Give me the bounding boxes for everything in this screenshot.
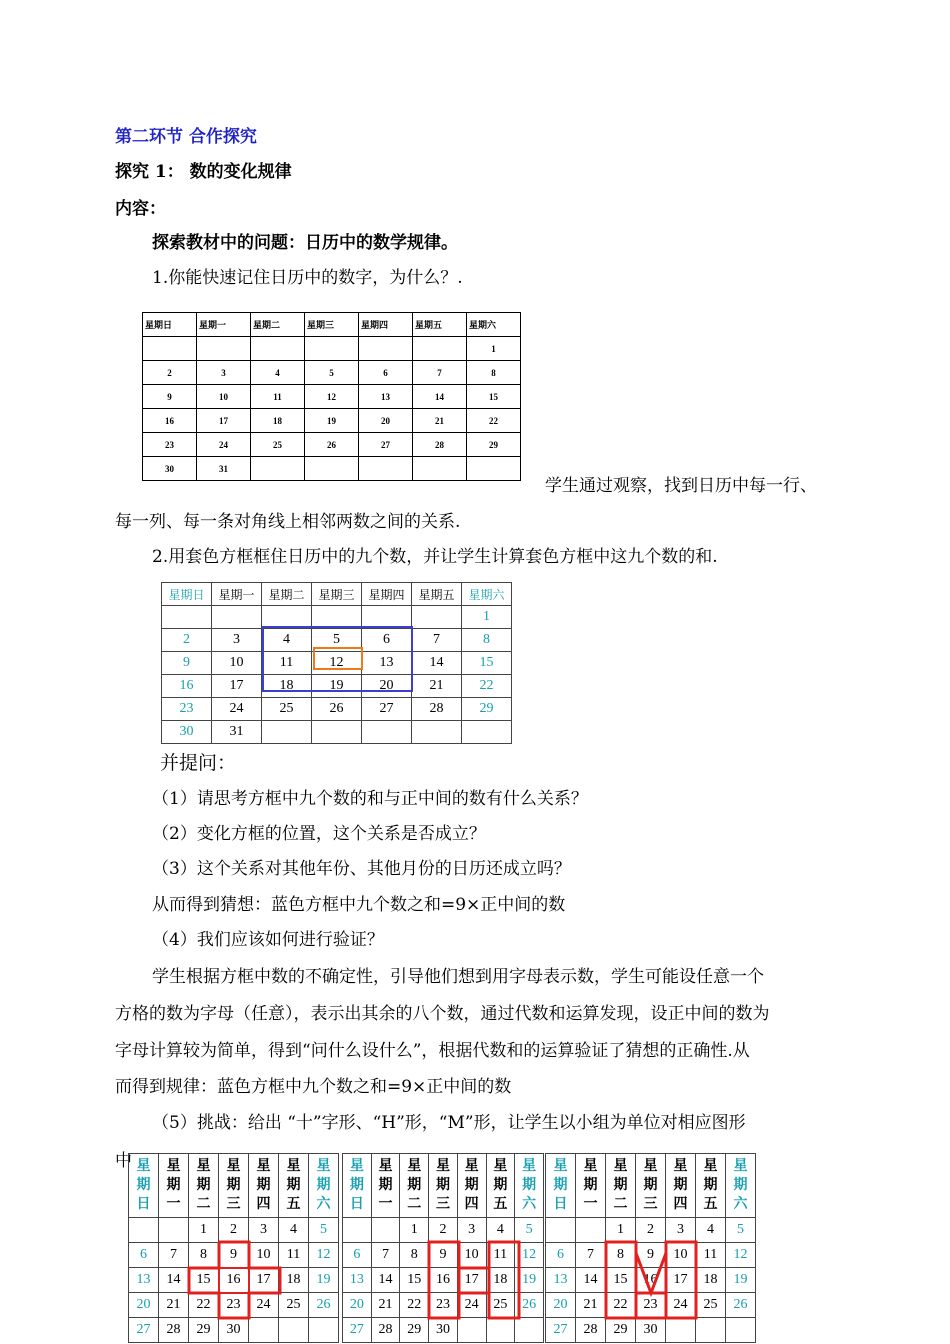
calendar-day-cell: 9 (219, 1243, 249, 1268)
calendar-day-cell: 7 (159, 1243, 189, 1268)
calendar-week-row (162, 721, 512, 744)
calendar-day-cell: 1 (606, 1218, 636, 1243)
calendar-day-cell: 7 (576, 1243, 606, 1268)
weekday-header: 星期五 (412, 583, 462, 606)
calendar-day-cell: 10 (457, 1243, 486, 1268)
m-shape-calendar (545, 1153, 758, 1344)
calendar-week-row (143, 337, 521, 361)
calendar-day-cell: 18 (262, 675, 312, 698)
calendar-day-cell: 5 (515, 1218, 544, 1243)
calendar-day-cell: 3 (197, 361, 251, 385)
calendar-day-cell: 20 (362, 675, 412, 698)
calendar-day-cell: 9 (143, 385, 197, 409)
calendar-day-cell: 8 (467, 361, 521, 385)
calendar-day-cell: 22 (400, 1293, 429, 1318)
calendar-day-cell: 18 (251, 409, 305, 433)
challenge-line-cut: 中 (115, 1151, 132, 1171)
calendar-day-cell: 28 (413, 433, 467, 457)
calendar-day-cell: 20 (343, 1293, 372, 1318)
calendar-day-cell (197, 337, 251, 361)
calendar-day-cell: 8 (462, 629, 512, 652)
calendar-day-cell (412, 721, 462, 744)
content-label: 内容： (115, 199, 166, 219)
calendar-day-cell: 15 (467, 385, 521, 409)
calendar-day-cell: 23 (162, 698, 212, 721)
weekday-header: 星 期 日 (546, 1154, 576, 1218)
calendar-day-cell (309, 1318, 339, 1343)
calendar-day-cell: 23 (143, 433, 197, 457)
weekday-header: 星 期 四 (249, 1154, 279, 1218)
calendar-day-cell: 8 (189, 1243, 219, 1268)
calendar-day-cell: 11 (251, 385, 305, 409)
weekday-header: 星 期 四 (666, 1154, 696, 1218)
calendar-day-cell: 16 (219, 1268, 249, 1293)
calendar-day-cell: 17 (666, 1268, 696, 1293)
calendar-header-row (143, 313, 521, 337)
calendar-day-cell: 26 (312, 698, 362, 721)
calendar-day-cell: 29 (467, 433, 521, 457)
calendar-week-row (546, 1268, 756, 1293)
calendar-day-cell (696, 1318, 726, 1343)
calendar-week-row (129, 1268, 339, 1293)
calendar-week-row (343, 1218, 544, 1243)
question-2: 2.用套色方框框住日历中的九个数，并让学生计算套色方框中这九个数的和. (152, 547, 718, 567)
calendar-day-cell: 25 (251, 433, 305, 457)
calendar-day-cell: 3 (249, 1218, 279, 1243)
calendar-day-cell (305, 337, 359, 361)
calendar-week-row (129, 1293, 339, 1318)
calendar-week-row (343, 1243, 544, 1268)
explore-title: 探究 1： 数的变化规律 (115, 162, 292, 182)
calendar-day-cell: 25 (696, 1293, 726, 1318)
calendar-day-cell (576, 1218, 606, 1243)
calendar-day-cell (412, 606, 462, 629)
weekday-header: 星期四 (359, 313, 413, 337)
calendar-day-cell: 30 (162, 721, 212, 744)
calendar-day-cell: 11 (486, 1243, 515, 1268)
calendar-day-cell: 30 (636, 1318, 666, 1343)
calendar-day-cell: 28 (576, 1318, 606, 1343)
calendar-day-cell (413, 457, 467, 481)
calendar-day-cell: 4 (279, 1218, 309, 1243)
calendar-day-cell: 10 (666, 1243, 696, 1268)
calendar-day-cell (457, 1318, 486, 1343)
weekday-header: 星 期 四 (457, 1154, 486, 1218)
calendar-day-cell: 15 (189, 1268, 219, 1293)
calendar-day-cell: 14 (159, 1268, 189, 1293)
calendar-day-cell: 10 (212, 652, 262, 675)
weekday-header: 星期日 (143, 313, 197, 337)
calendar-day-cell: 24 (666, 1293, 696, 1318)
calendar-day-cell (413, 337, 467, 361)
weekday-header: 星 期 五 (279, 1154, 309, 1218)
calendar-day-cell: 28 (159, 1318, 189, 1343)
calendar-day-cell: 14 (371, 1268, 400, 1293)
calendar-week-row (343, 1268, 544, 1293)
calendar-day-cell: 21 (413, 409, 467, 433)
challenge-line: （5）挑战：给出 “十”字形、“H”形，“M”形，让学生以小组为单位对相应图形 (152, 1113, 746, 1133)
calendar-day-cell: 22 (606, 1293, 636, 1318)
observation-line-2: 每一列、每一条对角线上相邻两数之间的关系. (115, 512, 461, 532)
weekday-header: 星 期 日 (343, 1154, 372, 1218)
calendar-day-cell: 6 (546, 1243, 576, 1268)
calendar-day-cell (312, 606, 362, 629)
calendar-day-cell: 17 (212, 675, 262, 698)
weekday-header: 星 期 日 (129, 1154, 159, 1218)
calendar-day-cell: 20 (129, 1293, 159, 1318)
calendar-day-cell: 20 (359, 409, 413, 433)
calendar-day-cell: 9 (429, 1243, 458, 1268)
calendar-week-row (129, 1318, 339, 1343)
weekday-header: 星期五 (413, 313, 467, 337)
question-1: 1.你能快速记住日历中的数字，为什么？. (152, 268, 463, 288)
calendar-day-cell: 21 (371, 1293, 400, 1318)
calendar-day-cell: 25 (486, 1293, 515, 1318)
calendar-day-cell: 23 (219, 1293, 249, 1318)
calendar-day-cell: 22 (189, 1293, 219, 1318)
calendar-day-cell: 16 (429, 1268, 458, 1293)
calendar-week-row (546, 1318, 756, 1343)
calendar-week-row (546, 1243, 756, 1268)
paragraph-line-3: 字母计算较为简单，得到“问什么设什么”，根据代数和的运算验证了猜想的正确性.从 (115, 1041, 750, 1061)
weekday-header: 星 期 二 (400, 1154, 429, 1218)
weekday-header: 星期一 (212, 583, 262, 606)
paragraph-line-1: 学生根据方框中数的不确定性，引导他们想到用字母表示数，学生可能设任意一个 (152, 967, 764, 987)
calendar-week-row (129, 1218, 339, 1243)
weekday-header: 星 期 五 (696, 1154, 726, 1218)
calendar-day-cell (362, 721, 412, 744)
section-title: 第二环节 合作探究 (115, 127, 257, 147)
calendar-day-cell: 28 (371, 1318, 400, 1343)
calendar-day-cell (371, 1218, 400, 1243)
calendar-day-cell: 16 (143, 409, 197, 433)
weekday-header: 星期三 (312, 583, 362, 606)
calendar-day-cell: 8 (400, 1243, 429, 1268)
calendar-day-cell: 13 (362, 652, 412, 675)
calendar-day-cell: 31 (197, 457, 251, 481)
calendar-day-cell: 22 (462, 675, 512, 698)
calendar-day-cell (726, 1318, 756, 1343)
calendar-header-row (343, 1154, 544, 1218)
calendar-day-cell (262, 721, 312, 744)
calendar-day-cell: 16 (162, 675, 212, 698)
calendar-day-cell: 13 (359, 385, 413, 409)
weekday-header: 星期一 (197, 313, 251, 337)
calendar-week-row (143, 361, 521, 385)
calendar-day-cell: 17 (249, 1268, 279, 1293)
calendar-day-cell: 15 (400, 1268, 429, 1293)
calendar-day-cell: 29 (189, 1318, 219, 1343)
calendar-day-cell: 13 (129, 1268, 159, 1293)
calendar-day-cell: 22 (467, 409, 521, 433)
calendar-day-cell (251, 457, 305, 481)
calendar-week-row (343, 1318, 544, 1343)
sub-question-2: （2）变化方框的位置，这个关系是否成立？ (152, 824, 486, 844)
weekday-header: 星期四 (362, 583, 412, 606)
calendar-week-row (343, 1293, 544, 1318)
calendar-day-cell: 3 (212, 629, 262, 652)
calendar-day-cell: 6 (343, 1243, 372, 1268)
weekday-header: 星 期 六 (309, 1154, 339, 1218)
calendar-day-cell: 24 (249, 1293, 279, 1318)
weekday-header: 星期二 (262, 583, 312, 606)
calendar-day-cell: 4 (486, 1218, 515, 1243)
weekday-header: 星 期 一 (371, 1154, 400, 1218)
weekday-header: 星 期 三 (429, 1154, 458, 1218)
calendar-day-cell (305, 457, 359, 481)
guess-line: 从而得到猜想：蓝色方框中九个数之和=9×正中间的数 (152, 895, 566, 915)
calendar-day-cell: 26 (726, 1293, 756, 1318)
calendar-day-cell: 4 (262, 629, 312, 652)
task-title: 探索教材中的问题：日历中的数学规律。 (152, 233, 458, 253)
calendar-day-cell (262, 606, 312, 629)
weekday-header: 星 期 二 (189, 1154, 219, 1218)
calendar-day-cell: 23 (636, 1293, 666, 1318)
weekday-header: 星 期 六 (515, 1154, 544, 1218)
weekday-header: 星期六 (462, 583, 512, 606)
calendar-day-cell: 18 (279, 1268, 309, 1293)
calendar-day-cell: 29 (400, 1318, 429, 1343)
calendar-day-cell (362, 606, 412, 629)
calendar-day-cell: 13 (546, 1268, 576, 1293)
weekday-header: 星期三 (305, 313, 359, 337)
calendar-day-cell: 5 (726, 1218, 756, 1243)
calendar-day-cell: 1 (462, 606, 512, 629)
calendar-day-cell: 21 (576, 1293, 606, 1318)
calendar-day-cell: 13 (343, 1268, 372, 1293)
calendar-day-cell: 6 (359, 361, 413, 385)
calendar-day-cell: 10 (197, 385, 251, 409)
calendar-day-cell: 19 (305, 409, 359, 433)
calendar-day-cell (129, 1218, 159, 1243)
calendar-day-cell: 12 (305, 385, 359, 409)
calendar-day-cell: 6 (362, 629, 412, 652)
paragraph-line-4: 而得到规律：蓝色方框中九个数之和=9×正中间的数 (115, 1077, 512, 1097)
sub-question-1: （1）请思考方框中九个数的和与正中间的数有什么关系？ (152, 789, 588, 809)
calendar-day-cell: 25 (262, 698, 312, 721)
weekday-header: 星 期 一 (159, 1154, 189, 1218)
observation-line-1: 学生通过观察，找到日历中每一行、 (545, 476, 817, 496)
calendar-day-cell: 24 (197, 433, 251, 457)
calendar-day-cell: 15 (462, 652, 512, 675)
calendar-day-cell: 29 (462, 698, 512, 721)
calendar-day-cell: 14 (576, 1268, 606, 1293)
calendar-day-cell: 1 (189, 1218, 219, 1243)
calendar-header-row (162, 583, 512, 606)
calendar-day-cell: 12 (726, 1243, 756, 1268)
calendar-day-cell (666, 1318, 696, 1343)
sub-question-4: （4）我们应该如何进行验证？ (152, 930, 384, 950)
weekday-header: 星 期 三 (219, 1154, 249, 1218)
sub-question-3: （3）这个关系对其他年份、其他月份的日历还成立吗？ (152, 859, 571, 879)
calendar-day-cell: 6 (129, 1243, 159, 1268)
calendar-day-cell: 11 (696, 1243, 726, 1268)
calendar-day-cell: 26 (305, 433, 359, 457)
weekday-header: 星 期 二 (606, 1154, 636, 1218)
calendar-day-cell: 21 (412, 675, 462, 698)
calendar-day-cell: 29 (606, 1318, 636, 1343)
calendar-day-cell (359, 337, 413, 361)
calendar-day-cell: 2 (636, 1218, 666, 1243)
calendar-day-cell: 27 (359, 433, 413, 457)
calendar-day-cell: 27 (343, 1318, 372, 1343)
calendar-day-cell: 19 (726, 1268, 756, 1293)
calendar-day-cell: 1 (400, 1218, 429, 1243)
calendar-day-cell: 9 (636, 1243, 666, 1268)
calendar-day-cell: 3 (457, 1218, 486, 1243)
calendar-day-cell (162, 606, 212, 629)
ask-label: 并提问： (160, 752, 237, 774)
calendar-day-cell: 2 (162, 629, 212, 652)
calendar-day-cell: 12 (309, 1243, 339, 1268)
calendar-day-cell: 5 (312, 629, 362, 652)
calendar-day-cell: 24 (212, 698, 262, 721)
weekday-header: 星 期 一 (576, 1154, 606, 1218)
calendar-day-cell (343, 1218, 372, 1243)
calendar-day-cell: 25 (279, 1293, 309, 1318)
calendar-day-cell: 16 (636, 1268, 666, 1293)
calendar-day-cell: 15 (606, 1268, 636, 1293)
calendar-day-cell (159, 1218, 189, 1243)
calendar-day-cell: 30 (143, 457, 197, 481)
calendar-week-row (546, 1293, 756, 1318)
calendar-day-cell: 12 (515, 1243, 544, 1268)
calendar-week-row (546, 1218, 756, 1243)
calendar-day-cell: 12 (312, 652, 362, 675)
calendar-day-cell (251, 337, 305, 361)
calendar-header-row (129, 1154, 339, 1218)
calendar-day-cell: 27 (129, 1318, 159, 1343)
cross-shape-calendar (128, 1153, 340, 1344)
calendar-day-cell: 20 (546, 1293, 576, 1318)
calendar-day-cell: 27 (546, 1318, 576, 1343)
calendar-day-cell: 19 (309, 1268, 339, 1293)
calendar-day-cell: 21 (159, 1293, 189, 1318)
calendar-day-cell: 1 (467, 337, 521, 361)
calendar-day-cell: 10 (249, 1243, 279, 1268)
calendar-week-row (143, 433, 521, 457)
weekday-header: 星期二 (251, 313, 305, 337)
calendar-week-row (143, 385, 521, 409)
calendar-day-cell: 5 (309, 1218, 339, 1243)
calendar-day-cell: 3 (666, 1218, 696, 1243)
weekday-header: 星期日 (162, 583, 212, 606)
calendar-week-row (162, 629, 512, 652)
calendar-day-cell: 30 (219, 1318, 249, 1343)
calendar-day-cell: 9 (162, 652, 212, 675)
calendar-day-cell: 11 (279, 1243, 309, 1268)
calendar-day-cell: 4 (696, 1218, 726, 1243)
calendar-day-cell: 28 (412, 698, 462, 721)
calendar-day-cell: 11 (262, 652, 312, 675)
calendar-day-cell: 30 (429, 1318, 458, 1343)
calendar-day-cell: 2 (143, 361, 197, 385)
calendar-day-cell: 17 (457, 1268, 486, 1293)
calendar-day-cell (212, 606, 262, 629)
calendar-day-cell (462, 721, 512, 744)
calendar-day-cell (546, 1218, 576, 1243)
calendar-table-framed (161, 582, 512, 744)
calendar-day-cell (359, 457, 413, 481)
weekday-header: 星 期 五 (486, 1154, 515, 1218)
calendar-day-cell: 2 (219, 1218, 249, 1243)
calendar-day-cell: 18 (696, 1268, 726, 1293)
calendar-day-cell: 7 (413, 361, 467, 385)
calendar-week-row (162, 606, 512, 629)
calendar-week-row (162, 675, 512, 698)
h-shape-calendar (342, 1153, 544, 1344)
calendar-day-cell (312, 721, 362, 744)
calendar-day-cell: 14 (412, 652, 462, 675)
paragraph-line-2: 方格的数为字母（任意），表示出其余的八个数，通过代数和运算发现，设正中间的数为 (115, 1004, 770, 1024)
calendar-day-cell (143, 337, 197, 361)
calendar-day-cell: 23 (429, 1293, 458, 1318)
calendar-day-cell: 7 (412, 629, 462, 652)
calendar-day-cell: 5 (305, 361, 359, 385)
calendar-day-cell: 31 (212, 721, 262, 744)
calendar-table-plain (142, 312, 521, 481)
weekday-header: 星 期 六 (726, 1154, 756, 1218)
calendar-day-cell: 2 (429, 1218, 458, 1243)
calendar-day-cell: 24 (457, 1293, 486, 1318)
calendar-day-cell: 17 (197, 409, 251, 433)
calendar-day-cell: 14 (413, 385, 467, 409)
calendar-day-cell: 4 (251, 361, 305, 385)
calendar-header-row (546, 1154, 756, 1218)
calendar-day-cell: 26 (515, 1293, 544, 1318)
calendar-day-cell: 27 (362, 698, 412, 721)
calendar-day-cell (515, 1318, 544, 1343)
calendar-week-row (129, 1243, 339, 1268)
calendar-week-row (162, 698, 512, 721)
calendar-day-cell: 7 (371, 1243, 400, 1268)
calendar-week-row (143, 457, 521, 481)
calendar-week-row (162, 652, 512, 675)
calendar-week-row (143, 409, 521, 433)
calendar-day-cell (486, 1318, 515, 1343)
calendar-day-cell (249, 1318, 279, 1343)
calendar-day-cell: 19 (312, 675, 362, 698)
calendar-day-cell: 8 (606, 1243, 636, 1268)
calendar-day-cell: 19 (515, 1268, 544, 1293)
weekday-header: 星 期 三 (636, 1154, 666, 1218)
calendar-day-cell (467, 457, 521, 481)
calendar-day-cell (279, 1318, 309, 1343)
calendar-day-cell: 26 (309, 1293, 339, 1318)
weekday-header: 星期六 (467, 313, 521, 337)
calendar-day-cell: 18 (486, 1268, 515, 1293)
